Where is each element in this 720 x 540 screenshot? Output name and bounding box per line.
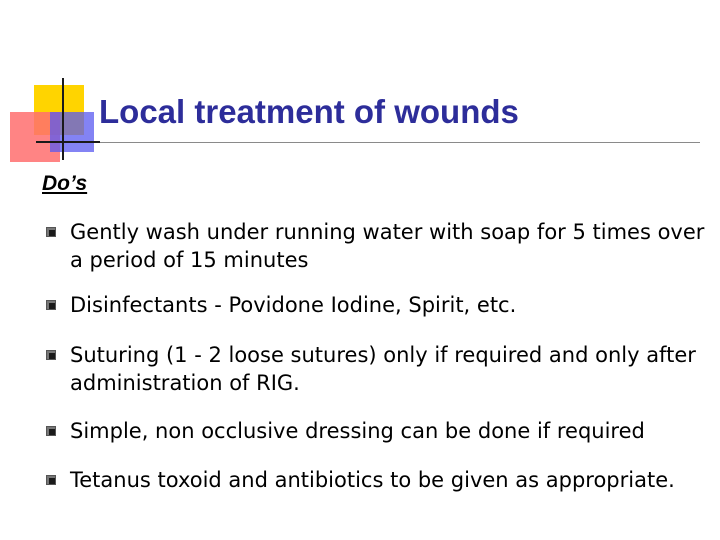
bullet-text: Gently wash under running water with soap for 5 times over a period of 15 minutes (70, 220, 705, 272)
logo-horizontal-line (36, 141, 100, 143)
slide-logo-graphic (0, 0, 100, 170)
bullet-text: Simple, non occlusive dressing can be done if required (70, 419, 645, 443)
square-bullet-icon (46, 227, 56, 237)
square-bullet-icon (46, 300, 56, 310)
bullet-item (44, 341, 714, 397)
bullet-text: Tetanus toxoid and antibiotics to be given as appropriate. (70, 468, 675, 492)
bullet-text: Disinfectants - Povidone Iodine, Spirit, etc. (70, 293, 517, 317)
square-bullet-icon (46, 426, 56, 436)
section-heading: Do’s (42, 172, 88, 195)
logo-blue-square (50, 112, 94, 152)
square-bullet-icon (46, 475, 56, 485)
bullet-item (44, 466, 714, 494)
bullet-text: Suturing (1 - 2 loose sutures) only if required and only after administration of RIG. (70, 343, 696, 395)
bullet-item (44, 417, 714, 445)
bullet-item (44, 291, 714, 319)
bullet-item (44, 218, 714, 274)
slide-title: Local treatment of wounds (99, 93, 519, 130)
logo-vertical-line (62, 78, 64, 160)
square-bullet-icon (46, 350, 56, 360)
title-underline-rule (100, 142, 700, 143)
